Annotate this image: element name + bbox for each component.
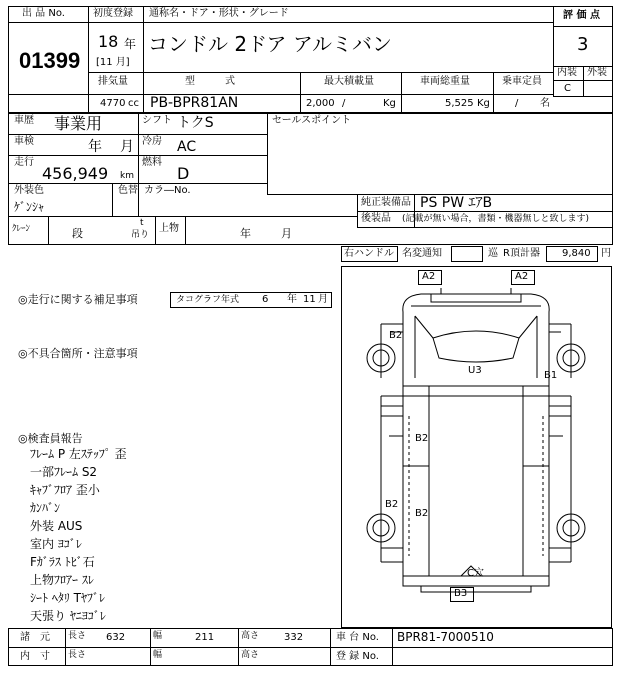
fuel-label: 燃料 <box>142 157 162 168</box>
odometer-mark: 巡 <box>488 248 498 259</box>
shift-label: シフト <box>142 115 172 126</box>
inspector-line: 天張り ﾔﾆﾖｺﾞﾚ <box>30 609 106 623</box>
first-registration-label: 初度登録 <box>93 8 133 19</box>
height-value: 332 <box>284 632 304 643</box>
damage-mark: A2 <box>422 271 436 282</box>
name-change-box <box>451 246 483 262</box>
color-number-label: カラ―No. <box>144 185 191 196</box>
displacement-value: 4770 <box>100 98 126 109</box>
defects-title: ◎不具合箇所・注意事項 <box>18 347 138 360</box>
tachograph-month-unit: 月 <box>318 294 328 305</box>
specs-label: 諸 元 <box>20 632 50 643</box>
inspection-label: 車検 <box>14 136 34 147</box>
equipment-value: PS PW ｴｱB <box>420 195 493 211</box>
inspector-line: Fｶﾞﾗｽ ﾄﾋﾞ石 <box>30 555 95 569</box>
year-unit: 年 <box>124 37 137 51</box>
max-load-unit: Kg <box>383 98 396 109</box>
width-label: 幅 <box>153 631 163 641</box>
inspector-line: 外装 AUS <box>30 519 83 533</box>
registration-month: [11 月] <box>96 57 130 68</box>
score-label: 評 価 点 <box>563 10 600 21</box>
max-load-separator: / <box>342 98 346 109</box>
damage-mark: B2 <box>415 508 429 519</box>
ac-value: AC <box>177 139 197 155</box>
model-name: コンドル 2ドア アルミバン <box>148 32 393 56</box>
damage-mark: B2 <box>415 433 429 444</box>
capacity-unit: 名 <box>540 98 550 109</box>
length-label: 長さ <box>68 631 87 641</box>
capacity-separator: / <box>515 98 519 109</box>
inspector-line: ﾌﾚｰﾑ P 左ｽﾃｯﾌﾟ 歪 <box>30 447 127 461</box>
registration-number-label: 登 録 No. <box>336 651 379 662</box>
width-value: 211 <box>195 632 215 643</box>
tachograph-year: 6 <box>262 294 269 305</box>
r-reading-unit: 円 <box>601 248 611 259</box>
upper-label: 上物 <box>159 223 179 234</box>
registration-year: 18 <box>98 32 119 51</box>
shift-value: トクS <box>177 115 214 131</box>
tachograph-month: 11 <box>303 294 316 305</box>
gross-weight-unit: Kg <box>477 98 490 109</box>
history-label: 車歴 <box>14 115 34 126</box>
gross-weight-label: 車両総重量 <box>420 76 470 87</box>
selling-points-label: セールスポイント <box>272 115 352 126</box>
model-code: PB-BPR81AN <box>150 95 239 111</box>
length-value: 632 <box>106 632 126 643</box>
crane-hoist: 吊り <box>131 230 150 240</box>
inspector-line: 上物ﾌﾛｱｰ ｽﾚ <box>30 573 94 587</box>
chassis-label: 車 台 No. <box>336 632 379 643</box>
mileage-unit: km <box>120 171 134 181</box>
crane-steps: 段 <box>72 227 83 240</box>
damage-mark: U3 <box>468 365 482 376</box>
lot-label: 出 品 No. <box>22 8 65 19</box>
capacity-label: 乗車定員 <box>502 76 542 87</box>
max-load-label: 最大積載量 <box>324 76 374 87</box>
damage-mark: B3 <box>454 588 468 599</box>
ac-label: 冷房 <box>142 136 162 147</box>
inspection-year: 年 <box>88 139 102 155</box>
exterior-label: 外装 <box>587 67 607 78</box>
driving-notes-title: ◎走行に関する補足事項 <box>18 293 138 306</box>
inspection-month: 月 <box>120 139 134 155</box>
model-name-label: 通称名・ドア・形状・グレード <box>149 8 289 19</box>
tachograph-year-unit: 年 <box>287 294 297 305</box>
upper-month: 月 <box>281 227 292 240</box>
r-reading-label: R頂計器 <box>503 248 540 259</box>
displacement-label: 排気量 <box>98 76 128 87</box>
dimensions-label: 内 寸 <box>20 651 50 662</box>
damage-mark: C穴 <box>467 568 484 579</box>
inspector-title: ◎検査員報告 <box>18 432 83 445</box>
max-load-value: 2,000 <box>306 98 335 109</box>
aftermarket-note: (記載が無い場合，書類・機器無しと致します) <box>402 214 590 224</box>
lot-number: 01399 <box>19 48 81 73</box>
damage-mark: B1 <box>544 370 558 381</box>
model-code-label: 型 式 <box>185 76 235 87</box>
width-label: 幅 <box>153 650 163 660</box>
inspector-line: ｷｬﾌﾞﾌﾛｱ 歪小 <box>30 483 100 497</box>
displacement-unit: cc <box>128 98 139 109</box>
chassis-number: BPR81-7000510 <box>397 630 494 644</box>
color-label: 外装色 <box>14 185 44 196</box>
interior-label: 内装 <box>557 67 577 78</box>
color-value: ｹﾞﾝｼｬ <box>14 200 45 214</box>
score-value: 3 <box>577 34 589 55</box>
mileage-label: 走行 <box>14 157 34 168</box>
inspector-line: 室内 ﾖｺﾞﾚ <box>30 537 82 551</box>
crane-label: ｸﾚｰﾝ <box>12 224 31 234</box>
inspector-line: ｼｰﾄ ﾍﾀﾘ Tﾔﾌﾞﾚ <box>30 591 105 605</box>
r-reading-value: 9,840 <box>562 248 591 259</box>
height-label: 高さ <box>241 631 260 641</box>
upper-year: 年 <box>240 227 251 240</box>
damage-mark: B2 <box>385 499 399 510</box>
aftermarket-label: 後装品 <box>361 213 391 224</box>
damage-mark: A2 <box>515 271 529 282</box>
name-change-label: 名変通知 <box>402 248 442 259</box>
color-code-label: 色替 <box>118 185 138 196</box>
inspector-line: ｶﾝﾊﾞﾝ <box>30 501 61 515</box>
equipment-label: 純正装備品 <box>361 197 411 208</box>
gross-weight-value: 5,525 <box>445 98 474 109</box>
damage-mark: B2 <box>389 330 403 341</box>
inspector-line: 一部ﾌﾚｰﾑ S2 <box>30 465 98 479</box>
height-label: 高さ <box>241 650 260 660</box>
mileage-value: 456,949 <box>42 164 109 183</box>
steering-value: 右ハンドル <box>344 248 394 259</box>
crane-tons-unit: t <box>140 218 144 228</box>
fuel-value: D <box>177 164 190 183</box>
history-value: 事業用 <box>54 114 103 133</box>
tachograph-label: タコグラフ年式 <box>176 295 240 305</box>
interior-grade: C <box>564 83 571 94</box>
length-label: 長さ <box>68 650 87 660</box>
